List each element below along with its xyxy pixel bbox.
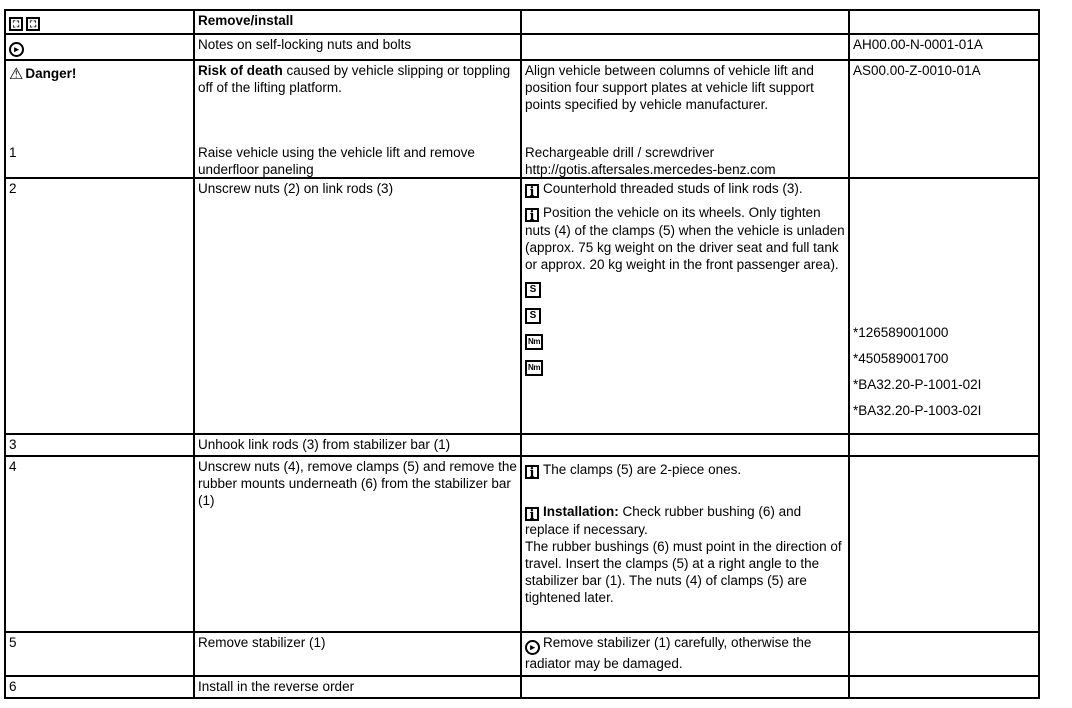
notes-row — [5, 34, 1039, 60]
procedure-table — [4, 9, 1040, 699]
notes-text: Notes on self-locking nuts and bolts — [194, 34, 521, 60]
info-note: i Installation: Check rubber bushing (6) and replace if necessary. — [525, 504, 802, 537]
step-number: 2 — [5, 178, 194, 434]
clock-icon: ▸ — [9, 42, 24, 57]
tool-text: Rechargeable drill / screwdriver — [525, 145, 715, 160]
step-text: Raise vehicle using the vehicle lift and remove underfloor paneling — [198, 145, 475, 177]
step-number: 4 — [5, 456, 194, 632]
info-note: i Position the vehicle on its wheels. Only tighten nuts (4) of the clamps (5) when the vehicle is unladen (approx. 75 kg weight on the driver seat and full tank or approx. 20 kg weight in the front passenger area). — [525, 205, 845, 272]
special-tool-icon[interactable]: S — [525, 308, 541, 324]
torque-icon[interactable]: Nm — [525, 334, 543, 350]
header-title: Remove/install — [194, 10, 521, 34]
expand-icon[interactable]: ⛶ — [9, 17, 23, 31]
info-icon: i — [525, 507, 539, 521]
step-number: 1 — [9, 145, 17, 160]
clock-icon: ▸ — [525, 640, 540, 655]
torque-ref-link[interactable]: *BA32.20-P-1003-02I — [853, 403, 982, 418]
header-icons-cell — [5, 10, 194, 34]
step-row — [5, 676, 1039, 698]
installation-note: The rubber bushings (6) must point in the direction of travel. Insert the clamps (5) at a right angle to the stabilizer bar (1). The nuts (4) of clamps (5) are tightened later. — [525, 539, 842, 605]
step-number: 3 — [5, 434, 194, 456]
step-row — [5, 632, 1039, 676]
torque-icon[interactable]: Nm — [525, 360, 543, 376]
info-icon: i — [525, 208, 539, 222]
info-icon: i — [525, 184, 539, 198]
step-row — [5, 456, 1039, 632]
step-row — [5, 434, 1039, 456]
danger-risk: Risk of death caused by vehicle slipping or toppling off of the lifting platform. — [198, 63, 511, 95]
torque-ref-link[interactable]: *BA32.20-P-1001-02I — [853, 377, 982, 392]
warning-icon: ⚠ — [9, 66, 24, 83]
step-text: Unhook link rods (3) from stabilizer bar (1) — [194, 434, 521, 456]
info-icon: i — [525, 465, 539, 479]
tool-ref-link[interactable]: *450589001700 — [853, 351, 949, 366]
notes-ref-link[interactable]: AH00.00-N-0001-01A — [849, 34, 1039, 60]
info-note: i Counterhold threaded studs of link rods (3). — [525, 180, 845, 198]
danger-measure: Align vehicle between columns of vehicle lift and position four support plates at vehicle lift support points specified by vehicle manufacturer. — [525, 63, 814, 112]
special-tool-icon[interactable]: S — [525, 282, 541, 298]
danger-label: Danger! — [25, 66, 77, 81]
header-row — [5, 10, 1039, 34]
aftersales-link[interactable]: http://gotis.aftersales.mercedes-benz.com — [525, 162, 776, 177]
caution-note: ▸ Remove stabilizer (1) carefully, otherwise the radiator may be damaged. — [525, 635, 812, 671]
step-row — [5, 178, 1039, 434]
step-text: Remove stabilizer (1) — [194, 632, 521, 676]
danger-row — [5, 60, 1039, 178]
step-text: Unscrew nuts (2) on link rods (3) — [194, 178, 521, 434]
collapse-icon[interactable]: ⛶ — [26, 17, 40, 31]
danger-ref-link[interactable]: AS00.00-Z-0010-01A — [849, 60, 1039, 178]
info-note: i The clamps (5) are 2-piece ones. — [525, 461, 845, 479]
step-text: Unscrew nuts (4), remove clamps (5) and remove the rubber mounts underneath (6) from the stabilizer bar (1) — [194, 456, 521, 632]
step-number: 5 — [5, 632, 194, 676]
step-number: 6 — [5, 676, 194, 698]
tool-ref-link[interactable]: *126589001000 — [853, 325, 949, 340]
step-text: Install in the reverse order — [194, 676, 521, 698]
